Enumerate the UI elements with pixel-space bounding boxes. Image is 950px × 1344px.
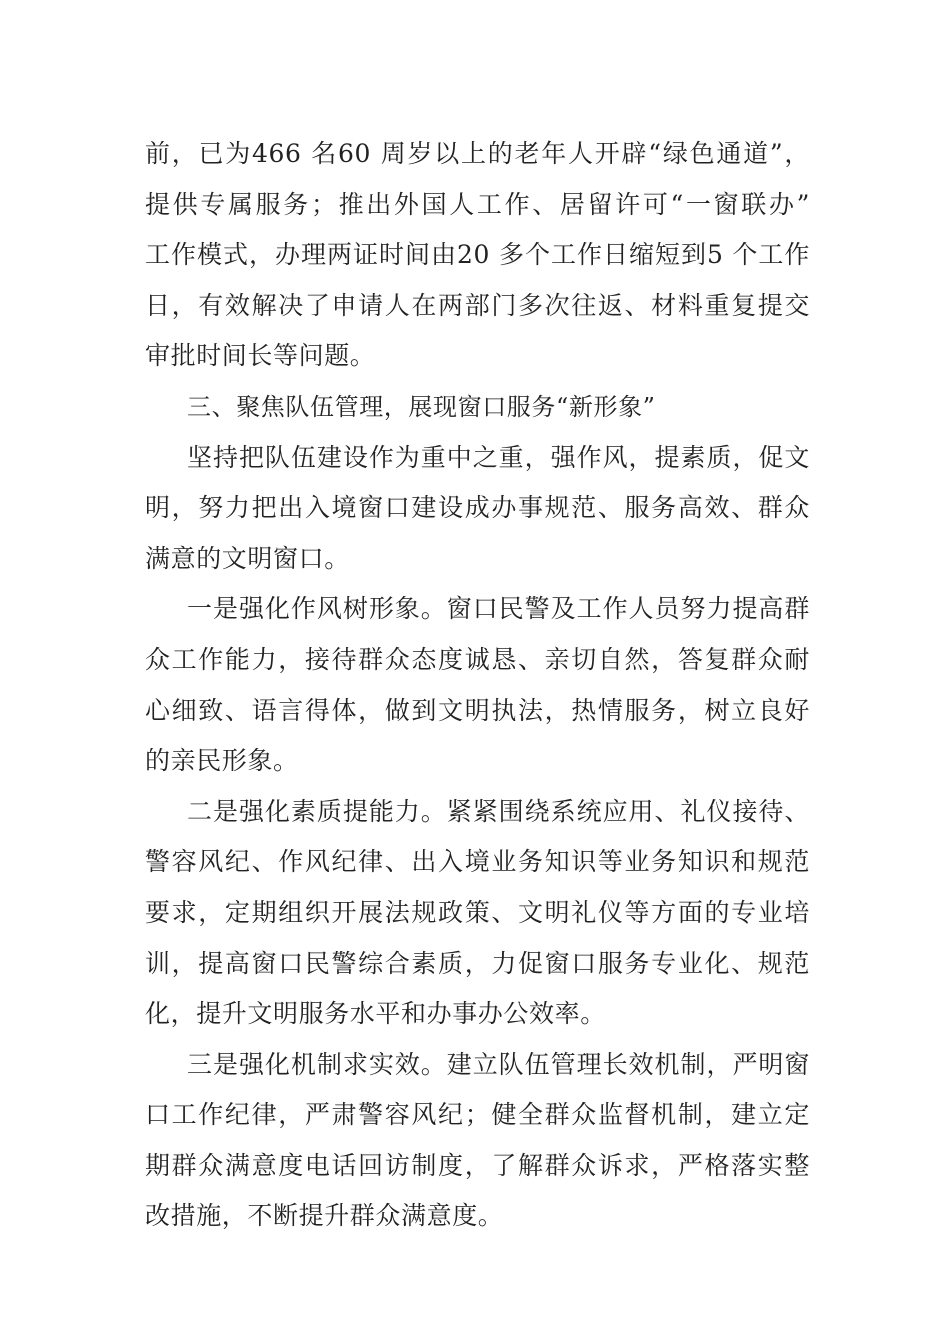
- text-line: 工作模式，办理两证时间由20 多个工作日缩短到5 个工作: [145, 240, 810, 270]
- text-line: 训，提高窗口民警综合素质，力促窗口服务专业化、规范: [145, 948, 810, 978]
- text-line: 满意的文明窗口。: [145, 543, 350, 573]
- text-line: 坚持把队伍建设作为重中之重，强作风，提素质，促文: [187, 442, 810, 472]
- text-line: 化，提升文明服务水平和办事办公效率。: [145, 999, 606, 1029]
- text-line: 前，已为466 名60 周岁以上的老年人开辟“绿色通道”，: [145, 139, 810, 168]
- text-line: 改措施，不断提升群众满意度。: [145, 1201, 504, 1231]
- text-line: 二是强化素质提能力。紧紧围绕系统应用、礼仪接待、: [187, 796, 810, 826]
- paragraph-continued: [145, 129, 810, 382]
- text-line: 心细致、语言得体，做到文明执法，热情服务，树立良好: [145, 695, 810, 725]
- text-line: 审批时间长等问题。: [145, 341, 376, 371]
- text-line: 众工作能力，接待群众态度诚恳、亲切自然，答复群众耐: [145, 644, 810, 674]
- paragraph-style: [145, 584, 810, 786]
- paragraph-quality: [145, 787, 810, 1040]
- paragraph-intro: [145, 433, 810, 585]
- text-line: 一是强化作风树形象。窗口民警及工作人员努力提高群: [187, 594, 810, 624]
- paragraph-mechanism: [145, 1040, 810, 1242]
- text-line: 三是强化机制求实效。建立队伍管理长效机制，严明窗: [187, 1049, 810, 1079]
- document-body: [145, 129, 810, 1242]
- text-line: 提供专属服务；推出外国人工作、居留许可“一窗联办”: [145, 189, 810, 219]
- text-line: 期群众满意度电话回访制度，了解群众诉求，严格落实整: [145, 1150, 810, 1180]
- section-heading-text: 三、聚焦队伍管理，展现窗口服务“新形象”: [187, 392, 656, 421]
- text-line: 警容风纪、作风纪律、出入境业务知识等业务知识和规范: [145, 847, 810, 877]
- text-line: 的亲民形象。: [145, 746, 299, 776]
- text-line: 明，努力把出入境窗口建设成办事规范、服务高效、群众: [145, 493, 810, 523]
- section-heading: [145, 382, 810, 433]
- text-line: 要求，定期组织开展法规政策、文明礼仪等方面的专业培: [145, 897, 810, 927]
- text-line: 日，有效解决了申请人在两部门多次往返、材料重复提交: [145, 290, 810, 320]
- text-line: 口工作纪律，严肃警容风纪；健全群众监督机制，建立定: [145, 1100, 810, 1130]
